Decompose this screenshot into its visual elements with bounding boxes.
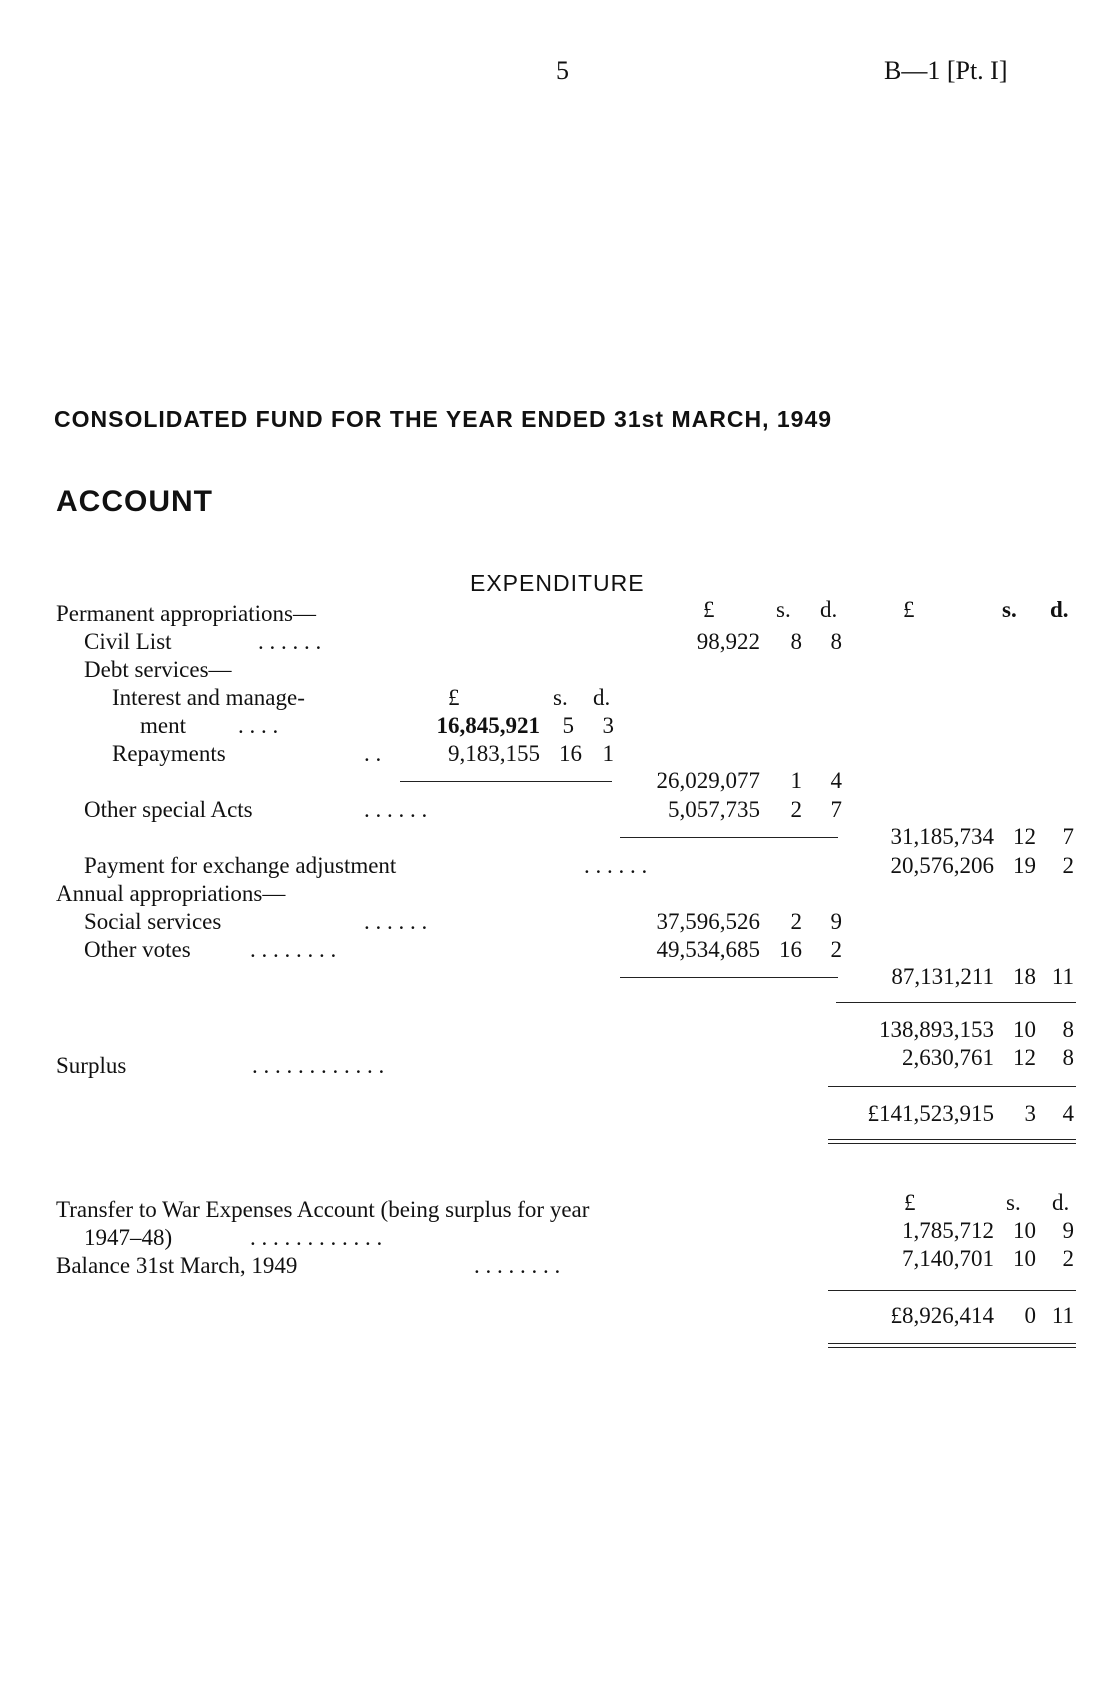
amount-shillings: 19 [1013,853,1036,878]
amount-pence: 7 [1062,824,1074,849]
transfer-total-pounds: £8,926,414 [890,1303,994,1328]
amount-pence: 2 [1062,1246,1074,1271]
amount-shillings: 2 [790,909,802,934]
row-label-social-services: Social services [84,909,222,934]
double-rule [828,1139,1076,1144]
amount-pounds: 20,576,206 [890,853,994,878]
divider [620,977,838,978]
amount-pounds: 1,785,712 [902,1218,994,1243]
amount-shillings: 12 [1013,1045,1036,1070]
section-heading: EXPENDITURE [470,570,645,596]
leader-dots: . . [364,741,382,766]
amount-shillings: 10 [1013,1017,1036,1042]
row-label-debt-services: Debt services— [84,657,232,682]
amount-shillings: 12 [1013,824,1036,849]
amount-pence: 8 [830,629,842,654]
amount-pence: 9 [830,909,842,934]
amount-pounds: 49,534,685 [656,937,760,962]
amount-pence: 7 [830,797,842,822]
amount-pence: 2 [830,937,842,962]
col-head-pounds-outer: £ [903,597,915,622]
col-head-pence: d. [1052,1190,1070,1215]
row-label-transfer-cont: 1947–48) [84,1225,173,1250]
leader-dots: . . . . . . . . . . . . [252,1053,385,1078]
amount-shillings: 10 [1013,1218,1036,1243]
divider [836,1002,1076,1003]
row-label-interest: Interest and manage- [112,685,305,710]
amount-pounds: 138,893,153 [879,1017,994,1042]
amount-shillings: 18 [1013,964,1036,989]
grand-total-shillings: 3 [1024,1101,1036,1126]
amount-pence: 2 [1062,853,1074,878]
col-head-pounds: £ [904,1190,916,1215]
leader-dots: . . . . . . . . [250,937,337,962]
leader-dots: . . . . . . [364,797,428,822]
double-rule [828,1343,1076,1348]
col-head-shillings: s. [1006,1190,1021,1215]
leader-dots: . . . . . . [584,853,648,878]
amount-shillings: 8 [790,629,802,654]
row-label-repayments: Repayments [112,741,226,766]
col-head-pence-mid: d. [820,597,838,622]
divider [828,1290,1076,1291]
col-head-shillings-outer: s. [1002,597,1017,622]
amount-shillings: 16 [779,937,802,962]
col-head-shillings-inner: s. [553,685,568,710]
transfer-total-pence: 11 [1051,1303,1074,1328]
leader-dots: . . . . . . . . . . . . [250,1225,383,1250]
amount-pounds: 9,183,155 [448,741,540,766]
row-label-permanent-appropriations: Permanent appropriations— [56,601,316,626]
col-head-pence-outer: d. [1050,597,1069,622]
grand-total-pounds: £141,523,915 [867,1101,994,1126]
amount-pence: 4 [830,768,842,793]
leader-dots: . . . . . . . . [474,1253,561,1278]
amount-pounds: 26,029,077 [656,768,760,793]
amount-pence: 9 [1062,1218,1074,1243]
page-number: 5 [556,56,569,85]
col-head-pounds-inner: £ [448,685,460,710]
amount-shillings: 1 [790,768,802,793]
amount-pounds: 87,131,211 [891,964,994,989]
grand-total-pence: 4 [1062,1101,1074,1126]
amount-pence: 8 [1062,1017,1074,1042]
row-label-surplus: Surplus [56,1053,127,1078]
amount-pounds: 2,630,761 [902,1045,994,1070]
row-label-civil-list: Civil List [84,629,172,654]
amount-pounds: 31,185,734 [890,824,994,849]
amount-pounds: 16,845,921 [436,713,540,738]
row-label-balance: Balance 31st March, 1949 [56,1253,298,1278]
leader-dots: . . . . [238,713,279,738]
document-reference: B—1 [Pt. I] [884,56,1008,85]
row-label-other-votes: Other votes [84,937,191,962]
amount-pounds: 5,057,735 [668,797,760,822]
amount-pounds: 7,140,701 [902,1246,994,1271]
divider [620,837,838,838]
row-label-other-special-acts: Other special Acts [84,797,253,822]
amount-shillings: 10 [1013,1246,1036,1271]
amount-shillings: 2 [790,797,802,822]
leader-dots: . . . . . . [364,909,428,934]
divider [400,781,612,782]
amount-pence: 11 [1051,964,1074,989]
amount-pounds: 98,922 [696,629,760,654]
col-head-pounds-mid: £ [703,597,715,622]
amount-pence: 8 [1062,1045,1074,1070]
amount-shillings: 5 [562,713,574,738]
divider [828,1086,1076,1087]
account-heading: ACCOUNT [56,485,213,518]
leader-dots: . . . . . . [258,629,322,654]
row-label-transfer: Transfer to War Expenses Account (being surplus for year [56,1197,590,1222]
transfer-total-shillings: 0 [1024,1303,1036,1328]
amount-pounds: 37,596,526 [656,909,760,934]
amount-pence: 3 [602,713,614,738]
col-head-shillings-mid: s. [776,597,791,622]
amount-pence: 1 [602,741,614,766]
amount-shillings: 16 [559,741,582,766]
col-head-pence-inner: d. [593,685,611,710]
document-title: CONSOLIDATED FUND FOR THE YEAR ENDED 31st MARCH, 1949 [54,406,833,432]
row-label-annual-appropriations: Annual appropriations— [56,881,286,906]
row-label-interest-cont: ment [140,713,186,738]
row-label-exchange-adjustment: Payment for exchange adjustment [84,853,397,878]
